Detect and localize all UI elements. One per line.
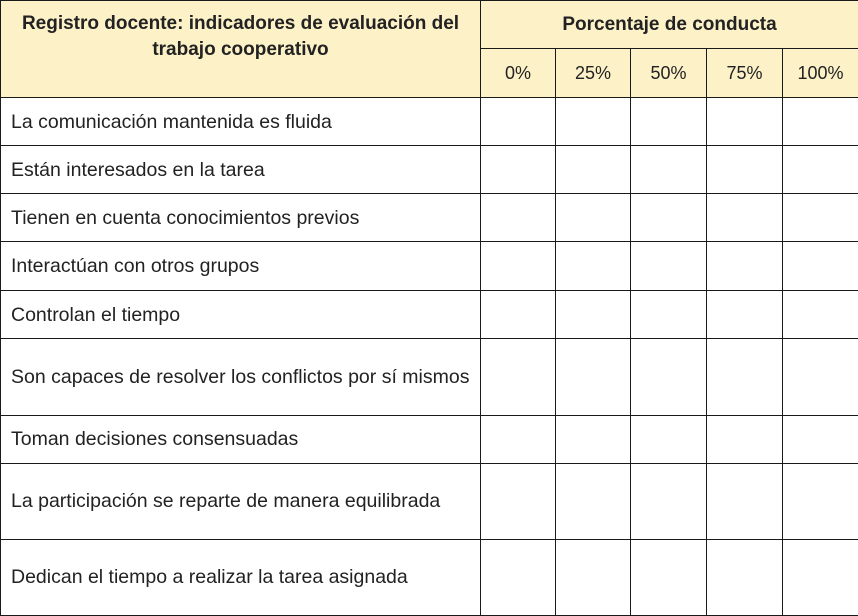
table-row: [1, 415, 858, 463]
rating-cell[interactable]: [481, 98, 556, 146]
table-row: [1, 194, 858, 242]
rating-cell[interactable]: [783, 194, 858, 242]
indicator-label: Controlan el tiempo: [1, 291, 481, 339]
indicator-label: Tienen en cuenta conocimientos previos: [1, 194, 481, 242]
rating-cell[interactable]: [783, 339, 858, 415]
rating-cell[interactable]: [481, 291, 556, 339]
rating-cell[interactable]: [631, 242, 707, 291]
rating-cell[interactable]: [783, 463, 858, 539]
table-row: [1, 539, 858, 615]
percentage-75-header: 75%: [707, 49, 783, 98]
rating-cell[interactable]: [783, 539, 858, 615]
rating-cell[interactable]: [481, 146, 556, 194]
rating-cell[interactable]: [556, 98, 631, 146]
indicator-label: Toman decisiones consensuadas: [1, 415, 481, 463]
rating-cell[interactable]: [707, 539, 783, 615]
rating-cell[interactable]: [556, 463, 631, 539]
behavior-percentage-header: Porcentaje de conducta: [481, 1, 858, 49]
table-row: [1, 463, 858, 539]
table-row: [1, 291, 858, 339]
indicator-label: Están interesados en la tarea: [1, 146, 481, 194]
rating-cell[interactable]: [631, 291, 707, 339]
rating-cell[interactable]: [707, 242, 783, 291]
percentage-100-header: 100%: [783, 49, 858, 98]
indicator-label: La participación se reparte de manera equilibrada: [1, 463, 481, 539]
rating-cell[interactable]: [631, 463, 707, 539]
table-row: [1, 339, 858, 415]
indicators-header: Registro docente: indicadores de evaluación del trabajo cooperativo: [1, 1, 481, 98]
rating-cell[interactable]: [707, 146, 783, 194]
rating-cell[interactable]: [707, 415, 783, 463]
rating-cell[interactable]: [783, 98, 858, 146]
table-row: [1, 146, 858, 194]
indicator-label: Son capaces de resolver los conflictos por sí mismos: [1, 339, 481, 415]
rating-cell[interactable]: [481, 339, 556, 415]
rating-cell[interactable]: [631, 539, 707, 615]
table-row: [1, 242, 858, 291]
percentage-25-header: 25%: [556, 49, 631, 98]
rating-cell[interactable]: [481, 539, 556, 615]
rating-cell[interactable]: [783, 146, 858, 194]
rating-cell[interactable]: [481, 242, 556, 291]
rating-cell[interactable]: [556, 339, 631, 415]
rating-cell[interactable]: [481, 194, 556, 242]
percentage-0-header: 0%: [481, 49, 556, 98]
rating-cell[interactable]: [707, 98, 783, 146]
rating-cell[interactable]: [631, 194, 707, 242]
rating-cell[interactable]: [556, 194, 631, 242]
rating-cell[interactable]: [783, 242, 858, 291]
table-row: [1, 98, 858, 146]
indicator-label: La comunicación mantenida es fluida: [1, 98, 481, 146]
rating-cell[interactable]: [707, 291, 783, 339]
rating-cell[interactable]: [707, 339, 783, 415]
rating-cell[interactable]: [556, 242, 631, 291]
percentage-50-header: 50%: [631, 49, 707, 98]
rating-cell[interactable]: [631, 415, 707, 463]
rating-cell[interactable]: [556, 415, 631, 463]
indicator-label: Dedican el tiempo a realizar la tarea asignada: [1, 539, 481, 615]
rating-cell[interactable]: [783, 291, 858, 339]
rating-cell[interactable]: [556, 539, 631, 615]
rating-cell[interactable]: [631, 339, 707, 415]
rating-cell[interactable]: [556, 291, 631, 339]
rating-cell[interactable]: [556, 146, 631, 194]
rating-cell[interactable]: [707, 194, 783, 242]
rating-cell[interactable]: [631, 98, 707, 146]
rating-cell[interactable]: [783, 415, 858, 463]
rating-cell[interactable]: [631, 146, 707, 194]
rating-cell[interactable]: [481, 463, 556, 539]
rating-cell[interactable]: [707, 463, 783, 539]
indicator-label: Interactúan con otros grupos: [1, 242, 481, 291]
rating-cell[interactable]: [481, 415, 556, 463]
